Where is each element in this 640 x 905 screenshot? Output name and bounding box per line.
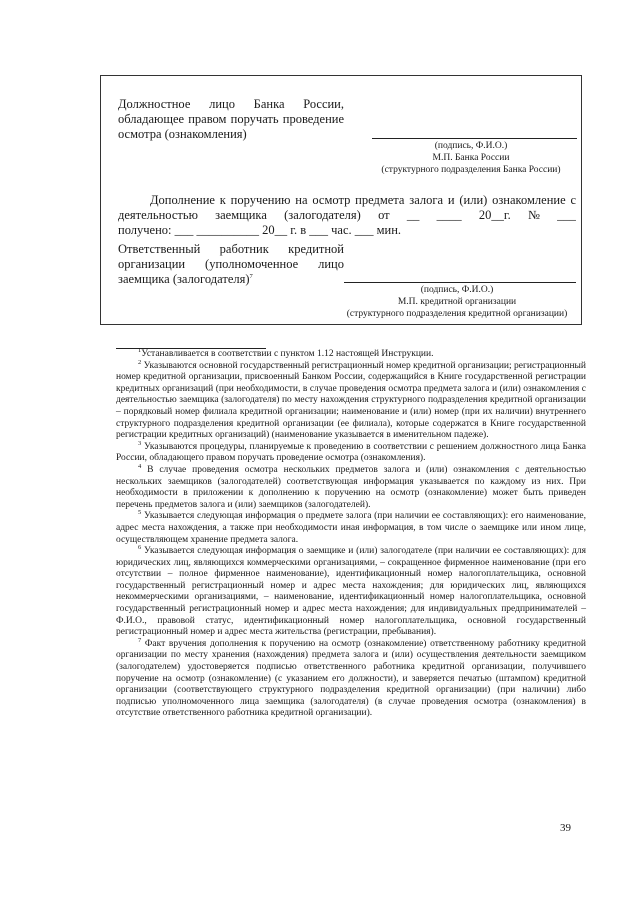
addendum-part: ____ [436, 208, 462, 222]
addendum-block [118, 193, 576, 238]
caption-division: (структурного подразделения кредитной организации) [346, 309, 568, 319]
footnote-number: 2 [138, 358, 142, 366]
official-signature-caption [360, 140, 582, 176]
caption-signature: (подпись, Ф.И.О.) [434, 141, 508, 151]
caption-signature: (подпись, Ф.И.О.) [420, 285, 494, 295]
responsible-line-2: организации (уполномоченное лицо [118, 257, 344, 271]
footnote-number: 6 [138, 543, 142, 551]
addendum-part: заемщика [215, 208, 267, 222]
responsible-signature-line [344, 282, 576, 283]
responsible-signature-caption [330, 284, 584, 320]
official-line-3: осмотра (ознакомления) [118, 127, 247, 141]
footnote-5 [116, 511, 586, 546]
footnote-text: Указывается следующая информация о заемщике и (или) залогодателе (при наличии ее составляющих): для юридических лиц, являющихся коммерческими организациями, – сокращенное фирменное наименование (при его отсутствии – полное фирменное наименование), идентификационный номер налогоплательщика, основной государственный регистрационный номер и адрес места нахождения; для юридических лиц, являющихся некоммерческими организациями, – наименование, идентификационный номер налогоплательщика, основной государственный регистрационный номер и адрес места нахождения; для индивидуальных предпринимателей – Ф.И.О., правовой статус, идентификационный номер налогоплательщика, основной государственный регистрационный номер и адрес места жительства (регистрации, пребывания). [116, 546, 587, 638]
caption-division: (структурного подразделения Банка России) [381, 165, 561, 175]
addendum-part: ___ [557, 208, 576, 222]
footnote-text: Факт вручения дополнения к поручению на осмотр (ознакомление) ответственному работнику кредитной организации по месту хранения (нахождения) предмета залога и (или) осуществления деятельности заемщиком (залогодателем) удостоверяется подписью ответственного работника кредитной организации, получившего поручение на осмотр (ознакомление) (с указанием его должности), и заверяется печатью (штампом) кредитной организации (соответствующего структурного подразделения кредитной организации) (при наличии) либо подписью уполномоченного лица заемщика (залогодателя) (в случае проведения осмотра (ознакомления) в отсутствие ответственного работника кредитной организации). [116, 638, 587, 719]
caption-stamp: М.П. кредитной организации [397, 297, 517, 307]
footnote-text: Устанавливается в соответствии с пунктом 1.12 настоящей Инструкции. [141, 349, 434, 359]
footnote-text: Указывается следующая информация о предмете залога (при наличии ее составляющих): его наименование, адрес места нахождения, а также при необходимости иная информация, в том числе о заемщике или ином лице, осуществляющем хранение предмета залога. [116, 511, 587, 545]
responsible-line-3 [118, 272, 344, 287]
responsible-block [118, 242, 344, 287]
addendum-part: (залогодателя) [284, 208, 361, 222]
addendum-line-2 [118, 208, 576, 223]
addendum-part: деятельностью [118, 208, 198, 222]
footnote-7 [116, 636, 587, 720]
caption-stamp: М.П. Банка России [432, 153, 510, 163]
responsible-line-3-text: заемщика (залогодателя) [118, 272, 250, 286]
addendum-part: № [527, 208, 540, 222]
footnote-number: 1 [138, 346, 142, 354]
footnote-2 [116, 358, 587, 442]
addendum-line-1: Дополнение к поручению на осмотр предмета залога и (или) ознакомление с [150, 193, 576, 207]
footnote-mark: 7 [249, 272, 253, 280]
addendum-part: от [378, 208, 390, 222]
footnote-1 [116, 346, 586, 361]
footnote-number: 3 [138, 439, 142, 447]
footnote-text: Указываются основной государственный регистрационный номер кредитной организации; регистрационный номер кредитной организации, присвоенный Банком России, содержащийся в Книге государственной регистрации кредитных организаций (при необходимости, в случае проведения осмотра предмета залога и (или) ознакомления с деятельностью заемщика (залогодателя) по месту нахождения структурного подразделения кредитной организации – порядковый номер филиала кредитной организации; наименование и (или) номер (при их наличии) внутреннего структурного подразделения кредитной организации (ее филиала), которые содержатся в Книге государственной регистрации кредитных организаций) (наименование указывается в именительном падеже). [116, 360, 587, 441]
footnote-text: В случае проведения осмотра нескольких предметов залога и (или) ознакомления с деятельностью нескольких заемщиков (залогодателей) соответствующая информация указывается по каждому из них. При необходимости в приложении к дополнению к поручению на осмотр (ознакомление) может быть приведен перечень предметов залога и (или) заемщиков (залогодателей). [116, 464, 586, 510]
footnote-text: Указываются процедуры, планируемые к проведению в соответствии с решением должностного лица Банка России, обладающего правом поручать проведение осмотра (ознакомления). [116, 441, 586, 464]
footnote-number: 5 [138, 509, 142, 517]
footnote-number: 7 [138, 636, 142, 644]
responsible-line-1: Ответственный работник кредитной [118, 242, 344, 256]
footnote-6 [116, 543, 587, 639]
official-line-1: Должностное лицо Банка России, [118, 97, 344, 111]
addendum-line-3: получено: ___ __________ 20__ г. в ___ час. ___ мин. [118, 223, 402, 237]
footnote-3 [116, 439, 586, 465]
addendum-part: __ [406, 208, 420, 222]
footnote-4 [116, 462, 586, 511]
addendum-part: 20__г. [478, 208, 511, 222]
official-block [118, 97, 344, 142]
footnote-number: 4 [138, 462, 142, 470]
official-line-2: обладающее правом поручать проведение [118, 112, 344, 126]
page-number: 39 [560, 822, 571, 834]
footnotes [116, 346, 587, 720]
official-signature-line [372, 138, 577, 139]
